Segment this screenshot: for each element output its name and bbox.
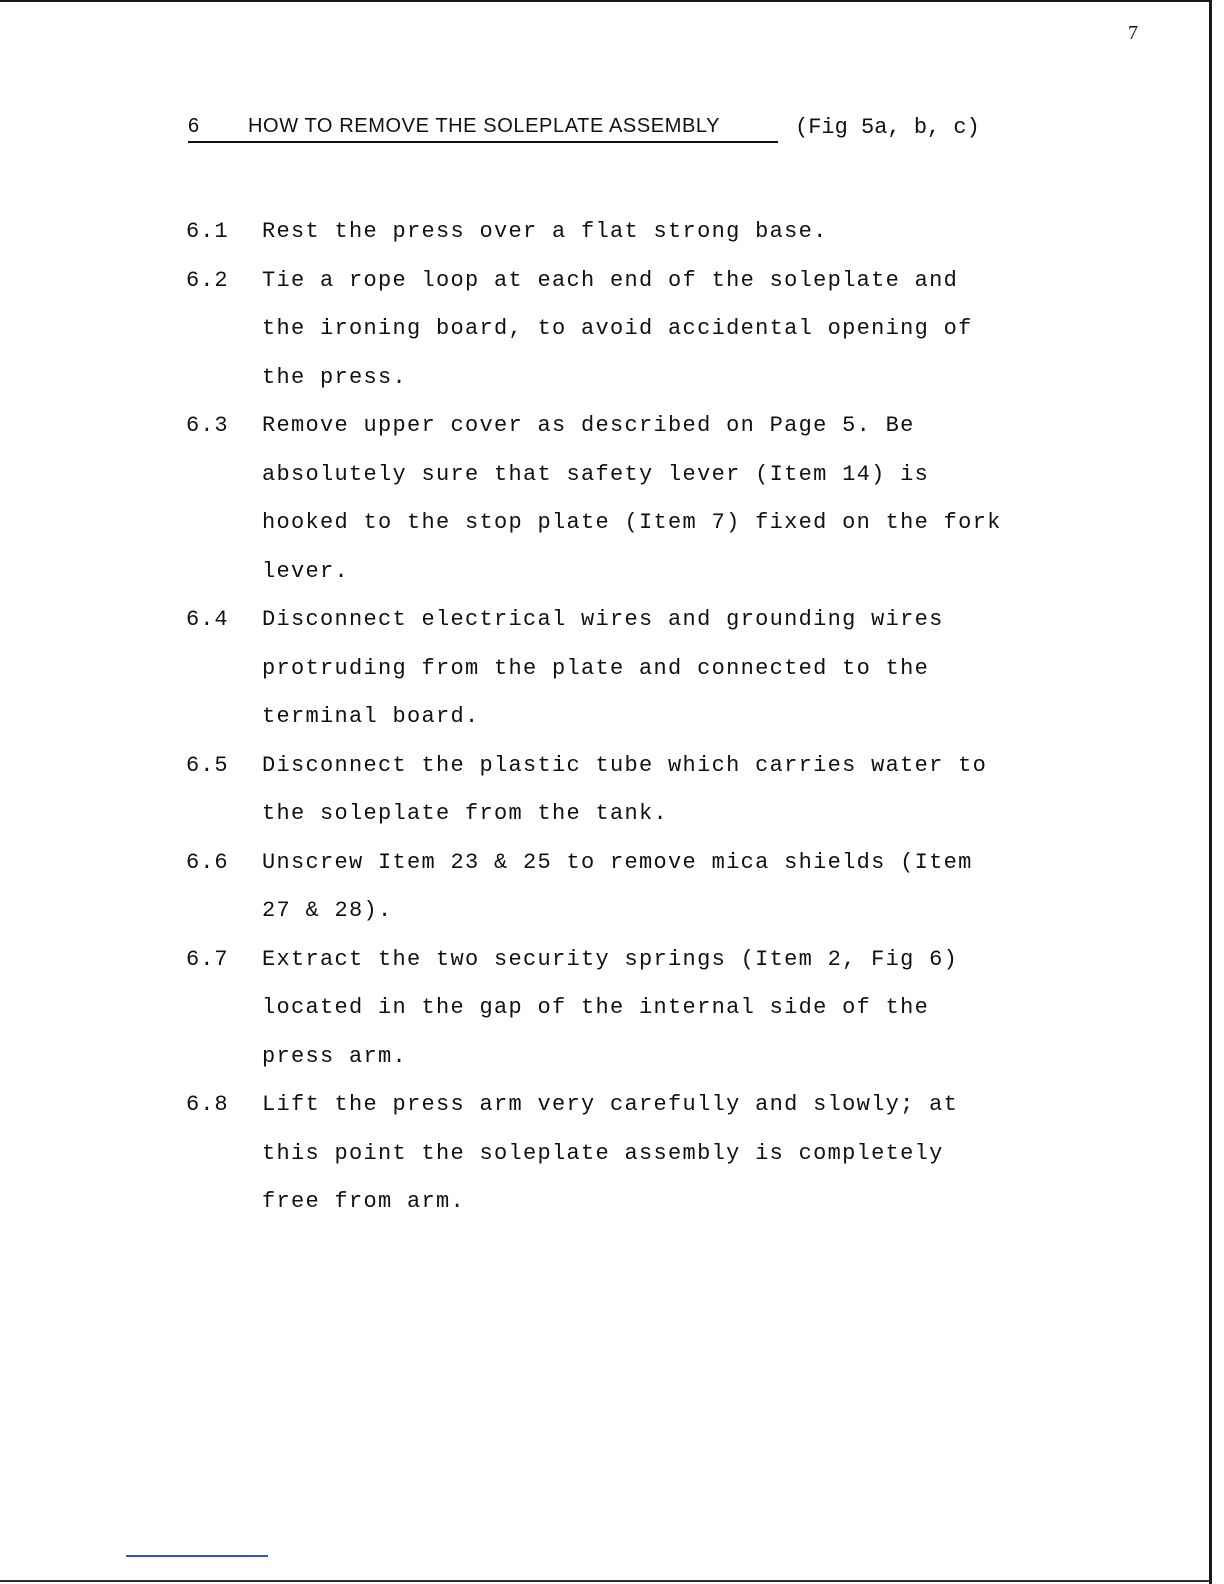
steps-list [186, 208, 1046, 1227]
page-number: 7 [1128, 22, 1138, 44]
step-line: Remove upper cover as described on Page 5. Be [262, 413, 915, 438]
step-line: press arm. [262, 1043, 408, 1069]
footnote-rule [126, 1555, 268, 1557]
step-6-7 [186, 936, 1046, 1082]
step-number: 6.7 [186, 946, 229, 972]
step-line: the ironing board, to avoid accidental opening of [262, 316, 973, 341]
step-line: protruding from the plate and connected to the [262, 655, 930, 681]
heading-underline [188, 141, 778, 143]
step-text [262, 1081, 1046, 1227]
step-6-4 [186, 596, 1046, 742]
step-6-1 [186, 208, 1046, 257]
step-line: Disconnect electrical wires and grounding wires [262, 607, 944, 632]
step-number: 6.8 [186, 1092, 229, 1117]
step-6-8 [186, 1081, 1046, 1227]
step-line: Rest the press over a flat strong base. [262, 219, 828, 244]
step-number: 6.4 [186, 607, 229, 632]
step-text [262, 936, 1046, 1082]
figure-reference: (Fig 5a, b, c) [795, 115, 980, 140]
step-text [262, 596, 1046, 742]
step-text [262, 208, 1046, 257]
step-text [262, 742, 1046, 839]
section-number: 6 [188, 115, 200, 137]
step-text [262, 402, 1046, 596]
step-line: Extract the two security springs (Item 2, Fig 6) [262, 946, 959, 972]
step-line: the soleplate from the tank. [262, 801, 669, 826]
step-line: 27 & 28). [262, 898, 393, 923]
step-line: Disconnect the plastic tube which carries water to [262, 752, 988, 778]
step-line: absolutely sure that safety lever (Item 14) is [262, 461, 930, 487]
step-number: 6.1 [186, 219, 229, 244]
step-line: Unscrew Item 23 & 25 to remove mica shields (Item [262, 849, 973, 875]
scan-top-border [0, 0, 1210, 2]
step-line: this point the soleplate assembly is completely [262, 1140, 944, 1166]
scan-bottom-border [0, 1580, 1210, 1582]
step-line: the press. [262, 364, 408, 390]
step-6-5 [186, 742, 1046, 839]
step-line: Lift the press arm very carefully and slowly; at [262, 1092, 959, 1117]
scan-right-border [1209, 0, 1212, 1584]
step-number: 6.2 [186, 267, 229, 293]
step-text [262, 257, 1046, 403]
step-number: 6.5 [186, 752, 229, 778]
step-line: hooked to the stop plate (Item 7) fixed on the fork [262, 510, 1002, 535]
step-line: terminal board. [262, 704, 480, 729]
step-line: lever. [262, 558, 350, 584]
step-number: 6.3 [186, 413, 229, 438]
step-6-2 [186, 257, 1046, 403]
step-text [262, 839, 1046, 936]
step-line: Tie a rope loop at each end of the soleplate and [262, 267, 959, 293]
section-heading [188, 115, 720, 138]
step-line: located in the gap of the internal side of the [262, 995, 930, 1020]
step-line: free from arm. [262, 1189, 466, 1214]
step-number: 6.6 [186, 849, 229, 875]
step-6-6 [186, 839, 1046, 936]
section-title: HOW TO REMOVE THE SOLEPLATE ASSEMBLY [248, 115, 721, 137]
step-6-3 [186, 402, 1046, 596]
